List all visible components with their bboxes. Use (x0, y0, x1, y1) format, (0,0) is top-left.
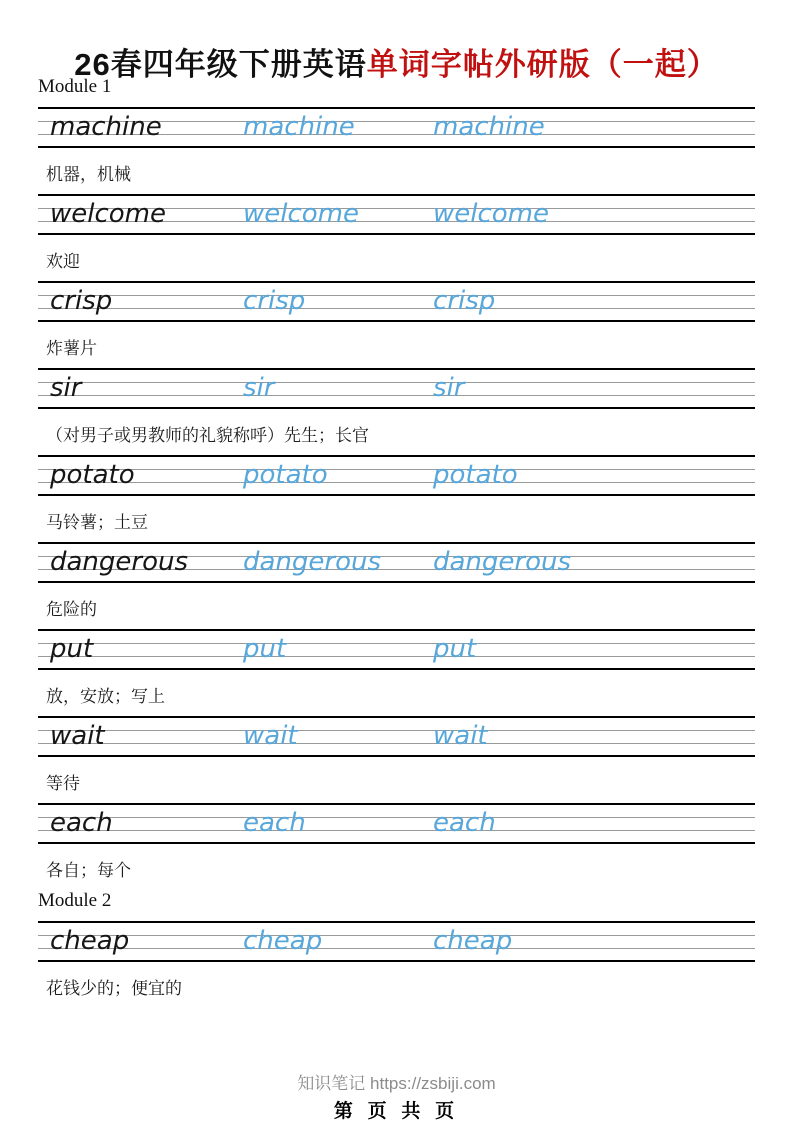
guide-line-xheight (38, 730, 755, 731)
word-trace-copy-1: welcome (243, 199, 360, 229)
writing-guides (38, 368, 755, 409)
module-label: Module 2 (38, 890, 112, 911)
word-sample: welcome (50, 199, 167, 229)
guide-line-xheight (38, 295, 755, 296)
page-title-highlight: 单词字帖外研版（一起） (366, 46, 719, 82)
writing-guides (38, 542, 755, 583)
word-entry (38, 629, 755, 716)
guide-line-baseline (38, 656, 755, 657)
module-label: Module 1 (38, 76, 112, 97)
word-trace-copy-1: wait (243, 721, 298, 751)
word-entry (38, 921, 755, 1008)
writing-guides (38, 716, 755, 757)
word-entry (38, 107, 755, 194)
word-translation: 危险的 (46, 600, 97, 619)
word-trace-copy-2: welcome (433, 199, 550, 229)
guide-line-baseline (38, 830, 755, 831)
word-translation: 放，安放；写上 (46, 687, 165, 706)
writing-guides (38, 629, 755, 670)
footer-site-credit: 知识笔记 https://zsbiji.com (297, 1074, 496, 1093)
writing-guides (38, 921, 755, 962)
word-trace-copy-1: sir (243, 373, 275, 403)
word-entry (38, 542, 755, 629)
word-trace-copy-2: machine (433, 112, 545, 142)
word-trace-copy-2: wait (433, 721, 488, 751)
word-entry (38, 455, 755, 542)
word-sample: wait (50, 721, 105, 751)
word-sample: cheap (50, 926, 130, 956)
word-entry (38, 368, 755, 455)
word-entry (38, 803, 755, 890)
guide-line-baseline (38, 395, 755, 396)
word-translation: （对男子或男教师的礼貌称呼）先生；长官 (46, 426, 369, 445)
guide-line-xheight (38, 935, 755, 936)
word-trace-copy-1: crisp (243, 286, 306, 316)
word-translation: 各自；每个 (46, 861, 131, 880)
guide-line-xheight (38, 469, 755, 470)
guide-line-baseline (38, 948, 755, 949)
word-list (38, 76, 755, 1008)
word-trace-copy-1: potato (243, 460, 328, 490)
word-entry (38, 194, 755, 281)
word-trace-copy-2: cheap (433, 926, 513, 956)
guide-line-baseline (38, 482, 755, 483)
word-trace-copy-1: machine (243, 112, 355, 142)
word-trace-copy-2: crisp (433, 286, 496, 316)
word-trace-copy-1: cheap (243, 926, 323, 956)
word-translation: 欢迎 (46, 252, 80, 271)
word-entry (38, 281, 755, 368)
word-trace-copy-1: put (243, 634, 287, 664)
writing-guides (38, 455, 755, 496)
footer-page-number-label: 第 页 共 页 (333, 1101, 460, 1122)
word-translation: 机器，机械 (46, 165, 131, 184)
word-sample: machine (50, 112, 162, 142)
guide-line-baseline (38, 743, 755, 744)
word-trace-copy-2: put (433, 634, 477, 664)
writing-guides (38, 281, 755, 322)
writing-guides (38, 107, 755, 148)
word-trace-copy-1: dangerous (243, 547, 382, 577)
word-trace-copy-2: each (433, 808, 496, 838)
word-sample: crisp (50, 286, 113, 316)
word-translation: 等待 (46, 774, 80, 793)
word-translation: 马铃薯；土豆 (46, 513, 148, 532)
word-sample: put (50, 634, 94, 664)
word-sample: dangerous (50, 547, 189, 577)
word-sample: potato (50, 460, 135, 490)
word-sample: each (50, 808, 113, 838)
page-title-prefix: 26春四年级下册英语 (74, 46, 367, 82)
guide-line-baseline (38, 308, 755, 309)
word-trace-copy-2: potato (433, 460, 518, 490)
guide-line-xheight (38, 817, 755, 818)
word-trace-copy-1: each (243, 808, 306, 838)
word-entry (38, 716, 755, 803)
word-translation: 炸薯片 (46, 339, 97, 358)
writing-guides (38, 194, 755, 235)
word-trace-copy-2: sir (433, 373, 465, 403)
guide-line-xheight (38, 382, 755, 383)
writing-guides (38, 803, 755, 844)
word-sample: sir (50, 373, 82, 403)
guide-line-xheight (38, 643, 755, 644)
word-translation: 花钱少的；便宜的 (46, 979, 182, 998)
word-trace-copy-2: dangerous (433, 547, 572, 577)
